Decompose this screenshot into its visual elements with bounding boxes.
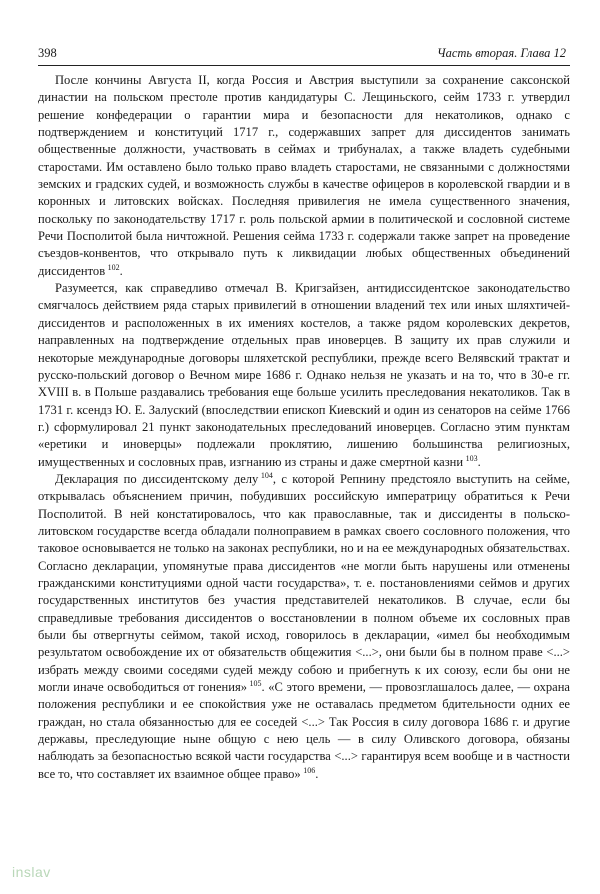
- paragraph-2: [38, 280, 570, 471]
- paragraph-2-end: .: [477, 454, 481, 469]
- header-rule: [38, 65, 570, 66]
- paragraph-1-text: После кончины Августа II, когда Россия и Австрия выступили за сохранение саксонской династии на польском престоле против кандидатуры С. Лещиньского, сейм 1733 г. утвердил решение конфедерации о гарантии мира и безопасности для некатоликов, однако с подтверждением и конституций 1717 г., содержавших запрет для диссидентов занимать общественные должности, участвовать в сеймах и трибуналах, а также владеть судебными старостами. Им оставлено было только право владеть старостами, не связанными с должностями земских и градских судей, и возможность службы в качестве офицеров в королевской гвардии и в коронных и литовских войсках. Последняя привилегия не имела существенного значения, поскольку по законодательству 1717 г. роль польской армии в политической и сословной системе Речи Посполитой была ничтожной. Решения сейма 1733 г. содержали также запрет на проведение съездов-конвентов, что открывало путь к ликвидации любых общественных объединений диссидентов: [38, 73, 570, 278]
- paragraph-3: [38, 471, 570, 783]
- running-head: Часть вторая. Глава 12: [436, 46, 566, 60]
- body-text: [38, 72, 570, 783]
- page-header: [38, 46, 570, 62]
- paragraph-2-text: Разумеется, как справедливо отмечал В. Кригзайзен, антидиссидентское законодательство смягчалось действием ряда старых привилегий в отношении владений тех или иных шляхтичей-диссидентов и расположенных в их имениях костелов, а также рядом королевских декретов, направленных на подтверждение отдельных прав иноверцев. В защиту их прав служили и некоторые международные договоры шляхетской республики, прежде всего Велявский трактат и русско-польский договор о Вечном мире 1686 г. Однако нельзя не указать и на то, что в 30-е гг. XVIII в. в Польше раздавались требования еще больше усилить преследования некатоликов. Так в 1731 г. ксендз Ю. Е. Залуский (впоследствии епископ Киевский и один из сенаторов на сейме 1766 г.) сформулировал 21 пункт законодательных преследований иноверцев. Согласно этим пунктам «еретики и иноверцы» подлежали проклятию, лишению большинства религиозных, имущественных и сословных прав, изгнанию из страны и даже смертной казни: [38, 281, 570, 469]
- paragraph-1: [38, 72, 570, 280]
- footnote-ref-103: 103: [465, 453, 478, 463]
- page-number: 398: [38, 46, 57, 60]
- paragraph-3-end: .: [315, 766, 319, 781]
- footnote-ref-104: 104: [260, 470, 273, 480]
- paragraph-1-end: .: [119, 263, 123, 278]
- footnote-ref-106: 106: [303, 765, 316, 775]
- paragraph-3-cont: , с которой Репнину предстояло выступить на сейме, открывалась объяснением причин, побудивших российскую императрицу обратиться к Речи Посполитой. В ней констатировалось, что как православные, так и диссиденты в польско-литовском государстве всегда обладали полноправием в рамках своего сословного положения, что таковое основывается не только на законах республики, но и на ее международных обязательствах. Согласно декларации, упомянутые права диссидентов «не могли быть нарушены или отменены гражданскими конституциями одной части государства», т. е. постановлениями сеймов и других государственных институтов без участия представителей некатоликов. В случае, если бы справедливые требования диссидентов о восстановлении в полном объеме их сословных прав были бы отвергнуты сеймом, такой исход, говорилось в декларации, «имел бы необходимым результатом освобождение их от обязательств общежития <...>, они были бы в полном праве <...> избрать между своими соседями судей между собою и прибегнуть к их союзу, если бы они не могли иначе освободиться от гонения»: [38, 471, 570, 695]
- paragraph-3-cont2: . «С этого времени, — провозглашалось далее, — охрана положения республики и ее спокойствия уже не оставалась предметом бдительности одних ее граждан, но стала обязанностью для ее соседей <...> Так Россия в силу договора 1686 г. и другие державы, преследующие ныне общую с нею цель — в силу Оливского договора, обязаны наблюдать за безопасностью всякой части государства <...> гарантируя всем вообще и в частности все то, что составляет их взаимное общее право»: [38, 680, 570, 781]
- paragraph-3-text: Декларация по диссидентскому делу: [55, 471, 259, 486]
- watermark: inslav: [12, 864, 51, 880]
- footnote-ref-105: 105: [249, 678, 262, 688]
- footnote-ref-102: 102: [107, 262, 120, 272]
